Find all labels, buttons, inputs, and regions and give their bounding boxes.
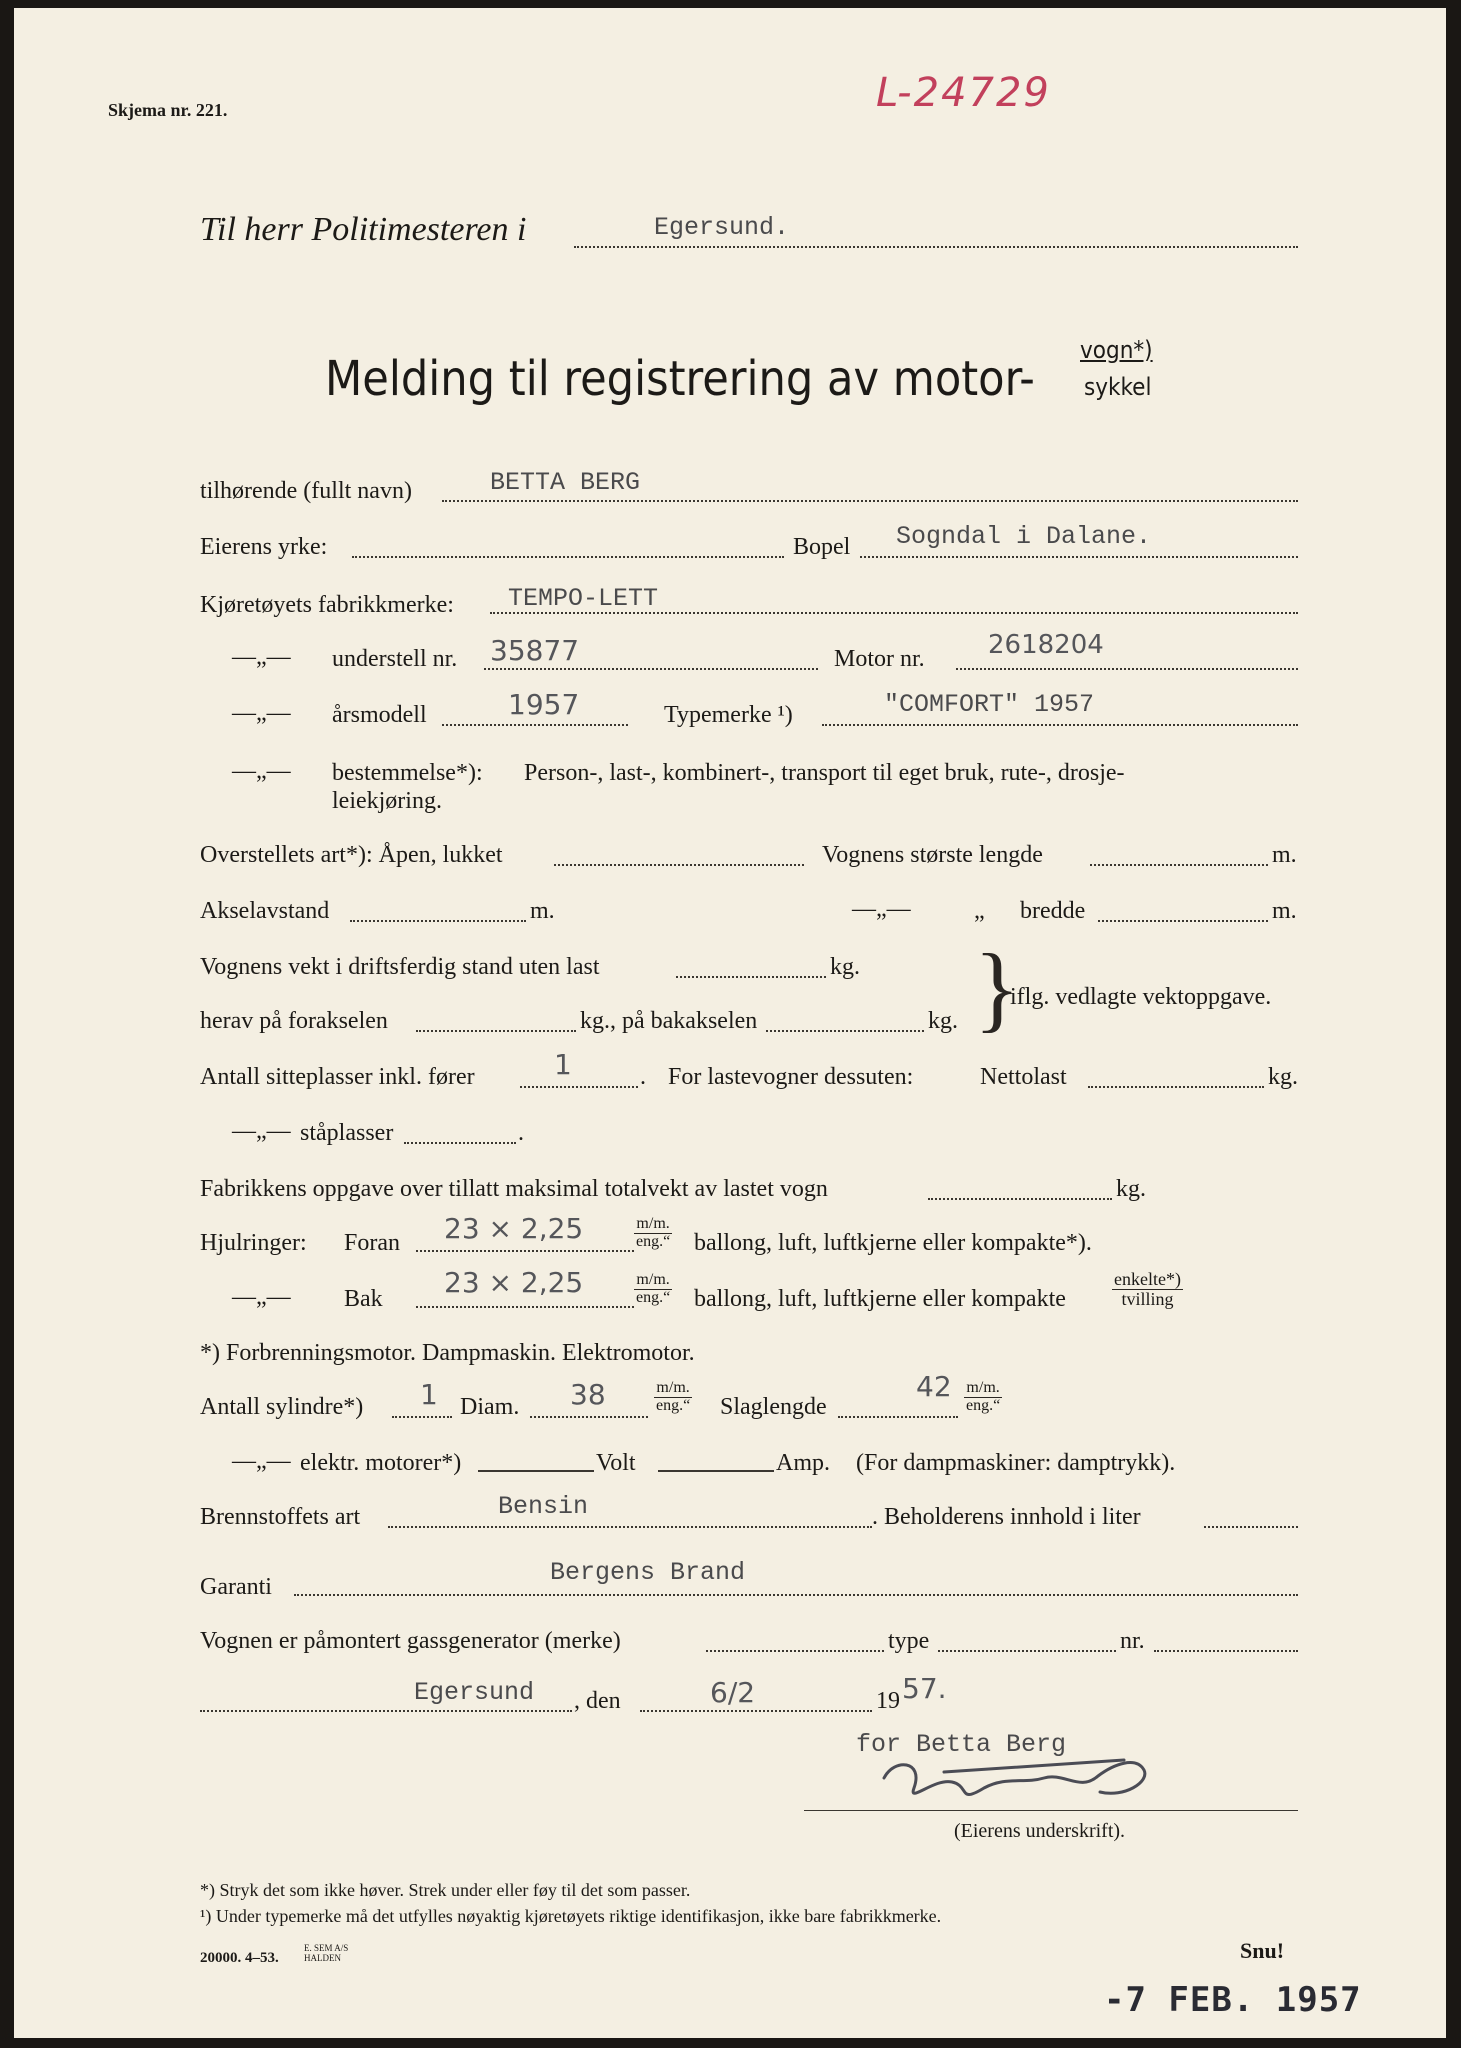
wheels-front-label: Foran [344,1230,400,1256]
seats-label: Antall sitteplasser inkl. fører [200,1064,475,1090]
diam-unit: m/m. eng.“ [656,1379,691,1414]
year-model-value: 1957 [508,688,580,721]
type-mark-value: "COMFORT" 1957 [884,690,1095,719]
gas-nr-line [1154,1650,1298,1652]
weight-label: Vognens vekt i driftsferdig stand uten last [200,954,600,980]
form-number: Skjema nr. 221. [108,100,228,120]
motor-value: 2618204 [988,630,1104,660]
max-weight-label: Fabrikkens oppgave over tillatt maksimal totalvekt av lastet vogn [200,1176,828,1202]
date-label: , den [574,1688,621,1714]
year-model-line [442,724,628,726]
turn-over: Snu! [1240,1938,1285,1963]
print-info: 20000. 4–53. [200,1950,279,1966]
year-model-label: årsmodell [332,702,427,728]
signature-caption: (Eierens underskrift). [954,1820,1126,1842]
purpose-options-cont: leiekjøring. [332,788,442,814]
amp-line [658,1470,774,1472]
residence-line [860,556,1298,558]
cylinders-line [392,1416,452,1418]
type-mark-label: Typemerke ¹) [664,702,793,728]
width-label: bredde [1020,898,1086,924]
weight-line [676,976,826,978]
signature-on-behalf: for Betta Berg [856,1730,1067,1759]
truck-label: For lastevogner dessuten: [668,1064,914,1090]
guarantee-value: Bergens Brand [550,1558,746,1587]
weight-brace: } [974,934,1021,1041]
body-type-line [554,864,804,866]
year-suffix: 57. [902,1672,947,1705]
occupation-line [352,556,784,558]
axle-distance-unit: m. [530,898,555,924]
standing-line [404,1142,516,1144]
front-axle-label: herav på forakselen [200,1008,388,1034]
width-unit: m. [1272,898,1297,924]
wheels-rear-line [416,1306,634,1308]
net-load-unit: kg. [1268,1064,1298,1090]
tank-line [1204,1526,1298,1528]
motor-label: Motor nr. [834,646,925,672]
max-weight-unit: kg. [1116,1176,1146,1202]
max-length-label: Vognens største lengde [822,842,1043,868]
standing-label: ståplasser [300,1120,394,1146]
wheels-front-text: ballong, luft, luftkjerne eller kompakte*). [694,1230,1092,1256]
title-upper: vogn*) [1080,336,1153,364]
max-length-unit: m. [1272,842,1297,868]
chassis-label: understell nr. [332,646,458,672]
seats-line [520,1086,638,1088]
diam-value: 38 [570,1378,606,1411]
motor-line [956,668,1298,670]
gas-generator-label: Vognen er påmontert gassgenerator (merke) [200,1628,621,1654]
purpose-label: bestemmelse*): [332,760,483,786]
residence-value: Sogndal i Dalane. [896,522,1152,551]
gas-nr-label: nr. [1120,1628,1145,1654]
axle-distance-line [350,920,526,922]
rear-axle-line [766,1030,924,1032]
guarantee-line [294,1594,1298,1596]
front-axle-line [416,1030,576,1032]
wheels-front-line [416,1250,634,1252]
weight-unit: kg. [830,954,860,980]
electric-label: elektr. motorer*) [300,1450,462,1476]
residence-label: Bopel [793,534,851,560]
ditto-mark: —„— [232,1448,291,1474]
gas-generator-line [706,1650,884,1652]
printer-mark: E. SEM A/S HALDEN [304,1943,349,1963]
axle-distance-label: Akselavstand [200,898,330,924]
purpose-options: Person-, last-, kombinert-, transport til eget bruk, rute-, drosje- [524,760,1125,786]
seats-value: 1 [554,1048,572,1081]
reference-number: L-24729 [876,70,1051,116]
signature-line [804,1810,1298,1811]
registration-form [14,8,1446,2038]
rear-axle-unit: kg. [928,1008,958,1034]
received-stamp: -7 FEB. 1957 [1104,1980,1362,2020]
ditto-mark: —„— [232,700,291,726]
wheels-front-value: 23 × 2,25 [444,1212,584,1245]
place-line [200,1710,572,1712]
width-quote: „ [974,898,985,924]
max-weight-line [928,1198,1112,1200]
guarantee-label: Garanti [200,1574,272,1600]
make-line [490,612,1298,614]
stroke-line [838,1416,958,1418]
net-load-line [1088,1086,1264,1088]
occupation-label: Eierens yrke: [200,534,328,560]
make-label: Kjøretøyets fabrikkmerke: [200,592,454,618]
gas-type-line [938,1650,1116,1652]
fuel-value: Bensin [498,1492,589,1521]
ditto-mark: —„— [232,644,291,670]
footnote-2: ¹) Under typemerke må det utfylles nøyaktig kjøretøyets riktige identifikasjon, ikke bare fabrikkmerke. [200,1906,942,1926]
weight-note: iflg. vedlagte vektoppgave. [1010,984,1272,1010]
amp-label: Amp. [776,1450,830,1476]
addressee-value: Egersund. [654,213,790,242]
wheels-rear-value: 23 × 2,25 [444,1266,584,1299]
diam-label: Diam. [460,1394,520,1420]
fuel-line [388,1526,872,1528]
gas-type-label: type [888,1628,930,1654]
chassis-line [484,668,818,670]
max-length-line [1090,864,1268,866]
ditto-mark: —„— [232,1284,291,1310]
wheels-label: Hjulringer: [200,1230,307,1256]
chassis-value: 35877 [490,634,580,667]
addressee-line [574,246,1298,248]
cylinders-label: Antall sylindre*) [200,1394,364,1420]
tank-label: . Beholderens innhold i liter [872,1504,1141,1530]
date-line [640,1710,872,1712]
volt-line [478,1470,594,1472]
wheels-rear-unit: m/m. eng.“ [636,1271,671,1306]
owner-line [442,500,1298,502]
engine-types: *) Forbrenningsmotor. Dampmaskin. Elektromotor. [200,1340,695,1366]
standing-end: . [518,1120,524,1146]
make-value: TEMPO-LETT [508,584,659,613]
wheels-front-unit: m/m. eng.“ [636,1215,671,1250]
wheels-rear-label: Bak [344,1286,383,1312]
rear-axle-label: kg., på bakakselen [580,1008,758,1034]
owner-label: tilhørende (fullt navn) [200,478,412,504]
form-title: Melding til registrering av motor- [325,351,1035,407]
seats-end: . [640,1064,646,1090]
date-value: 6/2 [710,1676,756,1709]
ditto-mark: —„— [232,1118,291,1144]
owner-value: BETTA BERG [490,468,641,497]
steam-note: (For dampmaskiner: damptrykk). [856,1450,1176,1476]
stroke-unit: m/m. eng.“ [966,1379,1001,1414]
addressee-label: Til herr Politimesteren i [200,211,527,248]
body-type-label: Overstellets art*): Åpen, lukket [200,842,503,868]
ditto-mark: —„— [232,758,291,784]
place-value: Egersund [414,1678,535,1707]
diam-line [530,1416,648,1418]
year-prefix: 19 [876,1688,900,1714]
type-mark-line [822,724,1298,726]
volt-label: Volt [596,1450,636,1476]
footnote-1: *) Stryk det som ikke høver. Strek under eller føy til det som passer. [200,1880,691,1900]
wheels-rear-text: ballong, luft, luftkjerne eller kompakte [694,1286,1066,1312]
wheels-rear-choice: enkelte*) tvilling [1114,1269,1181,1309]
title-lower: sykkel [1084,373,1152,401]
cylinders-value: 1 [420,1378,438,1411]
signature-scribble [874,1748,1164,1818]
ditto-mark: —„— [852,896,911,922]
fuel-label: Brennstoffets art [200,1504,361,1530]
net-load-label: Nettolast [980,1064,1067,1090]
width-line [1098,920,1268,922]
stroke-value: 42 [916,1370,952,1403]
stroke-label: Slaglengde [720,1394,827,1420]
